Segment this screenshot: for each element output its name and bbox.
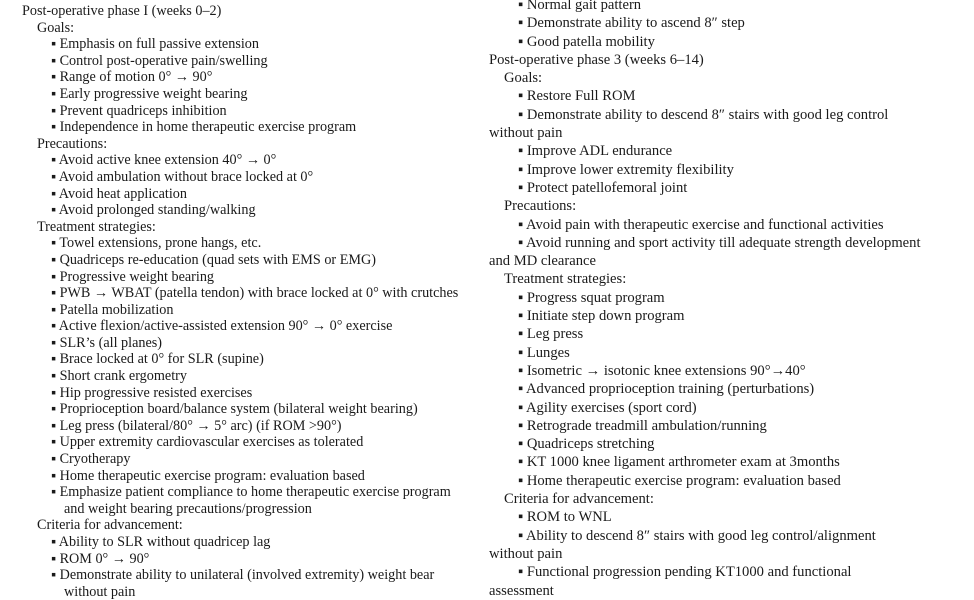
- bullet-item: ▪ Isometric → isotonic knee extensions 90°→40°: [518, 362, 806, 379]
- bullet-item: ▪ Quadriceps stretching: [518, 436, 655, 453]
- bullet-item: ▪ Demonstrate ability to unilateral (involved extremity) weight bear: [51, 567, 435, 584]
- bullet-item: ▪ Hip progressive resisted exercises: [51, 384, 253, 401]
- bullet-item: ▪ Improve lower extremity flexibility: [518, 161, 734, 178]
- bullet-item: ▪ Advanced proprioception training (perturbations): [518, 381, 815, 398]
- bullet-item: ▪ Control post-operative pain/swelling: [51, 52, 268, 69]
- bullet-item: ▪ Independence in home therapeutic exercise program: [51, 119, 357, 136]
- bullet-item: ▪ Avoid prolonged standing/walking: [51, 202, 256, 219]
- bullet-item: ▪ Short crank ergometry: [51, 368, 187, 385]
- bullet-item: ▪ Avoid pain with therapeutic exercise and functional activities: [518, 216, 884, 233]
- bullet-item: ▪ Progress squat program: [518, 289, 665, 306]
- bullet-item: ▪ Active flexion/active-assisted extension 90° → 0° exercise: [51, 318, 393, 335]
- bullet-item: ▪ Avoid active knee extension 40° → 0°: [51, 152, 277, 169]
- bullet-item: ▪ ROM 0° → 90°: [51, 550, 150, 567]
- bullet-item: ▪ KT 1000 knee ligament arthrometer exam at 3months: [518, 454, 840, 471]
- bullet-item: ▪ Avoid ambulation without brace locked at 0°: [51, 168, 314, 185]
- subsection-heading: Criteria for advancement:: [37, 517, 183, 534]
- bullet-item: ▪ Retrograde treadmill ambulation/running: [518, 417, 767, 434]
- right-text-column: [489, 0, 964, 600]
- bullet-item: ▪ ROM to WNL: [518, 509, 612, 526]
- bullet-item: ▪ Proprioception board/balance system (bilateral weight bearing): [51, 401, 418, 418]
- subsection-heading: Treatment strategies:: [37, 218, 156, 235]
- bullet-item: ▪ SLR’s (all planes): [51, 334, 163, 351]
- bullet-item: ▪ Home therapeutic exercise program: evaluation based: [51, 467, 365, 484]
- bullet-item: ▪ Leg press: [518, 326, 584, 343]
- bullet-item: ▪ Restore Full ROM: [518, 88, 636, 105]
- bullet-item: ▪ Normal gait pattern: [518, 0, 642, 13]
- bullet-item: ▪ Improve ADL endurance: [518, 143, 673, 160]
- bullet-item: ▪ Ability to descend 8″ stairs with good leg control/alignment: [518, 527, 876, 544]
- bullet-item: ▪ Emphasize patient compliance to home therapeutic exercise program: [51, 484, 451, 501]
- continuation-line: without pain: [489, 545, 563, 562]
- bullet-item: ▪ Emphasis on full passive extension: [51, 36, 259, 53]
- subsection-heading: Precautions:: [37, 135, 108, 152]
- continuation-line: without pain: [489, 125, 563, 142]
- bullet-item: ▪ Initiate step down program: [518, 308, 685, 325]
- bullet-item: ▪ Quadriceps re-education (quad sets with EMS or EMG): [51, 251, 376, 268]
- bullet-item: ▪ Demonstrate ability to ascend 8″ step: [518, 15, 745, 32]
- continuation-line: without pain: [64, 583, 136, 600]
- bullet-item: ▪ Towel extensions, prone hangs, etc.: [51, 235, 262, 252]
- bullet-item: ▪ Agility exercises (sport cord): [518, 399, 697, 416]
- subsection-heading: Treatment strategies:: [504, 271, 627, 288]
- bullet-item: ▪ Early progressive weight bearing: [51, 85, 248, 102]
- section-heading: Post-operative phase 3 (weeks 6–14): [489, 51, 704, 68]
- bullet-item: ▪ Functional progression pending KT1000 and functional: [518, 564, 852, 581]
- bullet-item: ▪ Cryotherapy: [51, 451, 131, 468]
- left-text-column: [22, 3, 472, 600]
- bullet-item: ▪ Demonstrate ability to descend 8″ stairs with good leg control: [518, 106, 889, 123]
- continuation-line: and MD clearance: [489, 253, 596, 270]
- continuation-line: assessment: [489, 582, 554, 599]
- bullet-item: ▪ Upper extremity cardiovascular exercises as tolerated: [51, 434, 364, 451]
- bullet-item: ▪ Avoid running and sport activity till adequate strength development: [518, 234, 921, 251]
- bullet-item: ▪ Progressive weight bearing: [51, 268, 215, 285]
- bullet-item: ▪ Home therapeutic exercise program: evaluation based: [518, 472, 841, 489]
- bullet-item: ▪ Range of motion 0° → 90°: [51, 69, 213, 86]
- subsection-heading: Precautions:: [504, 198, 577, 215]
- bullet-item: ▪ Patella mobilization: [51, 301, 174, 318]
- section-heading: Post-operative phase I (weeks 0–2): [22, 3, 222, 19]
- continuation-line: and weight bearing precautions/progression: [64, 500, 312, 517]
- bullet-item: ▪ Ability to SLR without quadricep lag: [51, 534, 271, 550]
- bullet-item: ▪ Avoid heat application: [51, 185, 187, 202]
- subsection-heading: Goals:: [37, 19, 75, 36]
- bullet-item: ▪ Protect patellofemoral joint: [518, 179, 688, 196]
- bullet-item: ▪ Prevent quadriceps inhibition: [51, 102, 227, 119]
- bullet-item: ▪ Lunges: [518, 344, 570, 361]
- bullet-item: ▪ Good patella mobility: [518, 33, 655, 50]
- subsection-heading: Criteria for advancement:: [504, 491, 654, 508]
- bullet-item: ▪ Leg press (bilateral/80° → 5° arc) (if ROM >90°): [51, 417, 342, 434]
- subsection-heading: Goals:: [504, 70, 543, 87]
- bullet-item: ▪ Brace locked at 0° for SLR (supine): [51, 351, 264, 368]
- bullet-item: ▪ PWB → WBAT (patella tendon) with brace locked at 0° with crutches: [51, 285, 459, 302]
